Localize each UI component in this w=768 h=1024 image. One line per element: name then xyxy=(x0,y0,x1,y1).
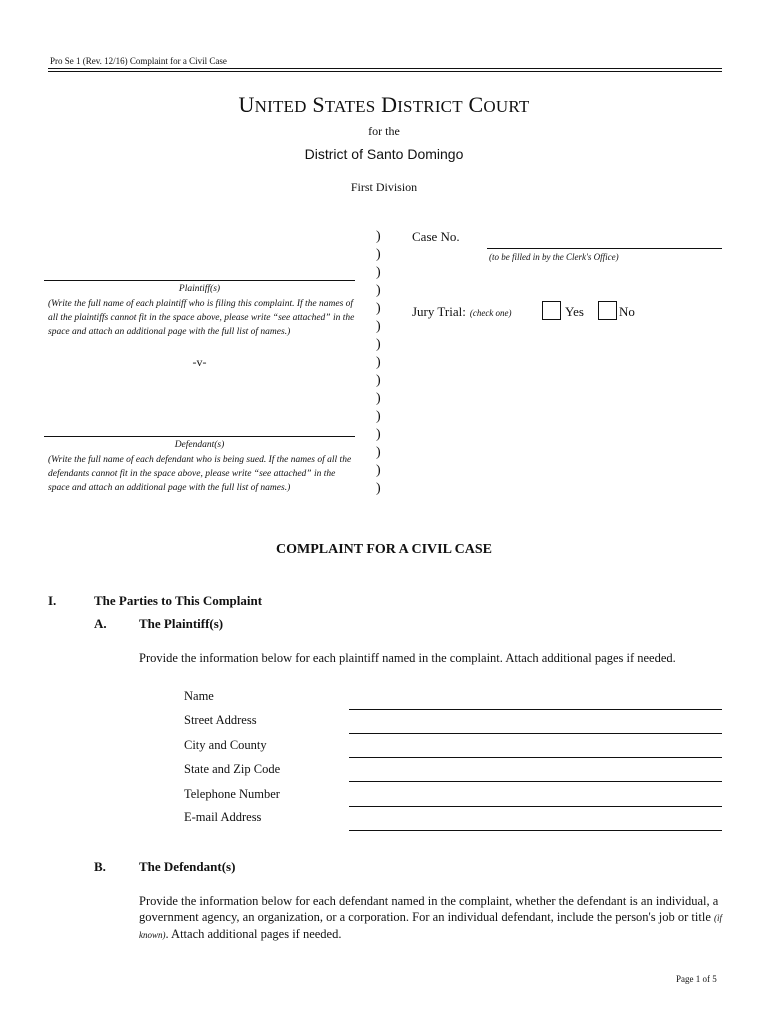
plaintiff-name-line[interactable] xyxy=(44,280,355,281)
field-input-city[interactable] xyxy=(349,757,722,758)
district-name[interactable]: District of Santo Domingo xyxy=(304,146,464,162)
section-1-number: I. xyxy=(48,593,57,608)
section-b-title: The Defendant(s) xyxy=(139,859,236,874)
jury-yes-label: Yes xyxy=(565,304,584,319)
jury-trial xyxy=(412,304,512,320)
caption-paren: ) xyxy=(376,337,381,352)
if-known-note: (if known) xyxy=(139,913,722,940)
section-b-letter: B. xyxy=(94,859,106,874)
section-a-letter: A. xyxy=(94,616,107,631)
jury-trial-hint: (check one) xyxy=(469,308,512,318)
field-label-street: Street Address xyxy=(184,713,257,727)
field-label-city: City and County xyxy=(184,738,267,752)
complaint-title: COMPLAINT FOR A CIVIL CASE xyxy=(275,542,492,557)
caption-paren: ) xyxy=(376,265,381,280)
caption-parentheses xyxy=(376,228,381,498)
case-number-label: Case No. xyxy=(412,229,460,244)
defendant-info-instructions: Provide the information below for each defendant named in the complaint, whether the defendant is an individual, a government agency, an organization, or a corporation. For an individual defendant, include the person's job or title (if known). Attach additional pages if needed. xyxy=(139,894,722,941)
caption-paren: ) xyxy=(376,247,381,262)
field-input-state-zip[interactable] xyxy=(349,781,722,782)
jury-no-label: No xyxy=(619,304,635,319)
caption-paren: ) xyxy=(376,229,381,244)
caption-paren: ) xyxy=(376,481,381,496)
field-label-name: Name xyxy=(184,689,214,703)
defendant-instructions: (Write the full name of each defendant who is being sued. If the names of all the defendants cannot fit in the space above, please write “see attached” in the space and attach an additional page with the full list of names.) xyxy=(48,455,352,493)
caption-paren: ) xyxy=(376,319,381,334)
defendant-name-line[interactable] xyxy=(44,436,355,437)
caption-paren: ) xyxy=(376,427,381,442)
versus-text: -v- xyxy=(192,355,207,369)
caption-paren: ) xyxy=(376,373,381,388)
plaintiff-info-instructions: Provide the information below for each plaintiff named in the complaint. Attach additional pages if needed. xyxy=(139,651,676,665)
for-the-text: for the xyxy=(368,124,400,138)
section-1-title: The Parties to This Complaint xyxy=(94,593,263,608)
clerk-note: (to be filled in by the Clerk's Office) xyxy=(489,252,619,262)
section-a-title: The Plaintiff(s) xyxy=(139,616,224,631)
field-label-telephone: Telephone Number xyxy=(184,787,280,801)
header-rule-bottom xyxy=(48,71,722,72)
court-name: UNITED STATES DISTRICT COURT xyxy=(238,92,530,117)
field-input-email[interactable] xyxy=(349,830,722,831)
jury-trial-label: Jury Trial: xyxy=(412,304,466,319)
caption-paren: ) xyxy=(376,391,381,406)
jury-no-checkbox[interactable] xyxy=(598,301,617,320)
plaintiff-instructions: (Write the full name of each plaintiff who is filing this complaint. If the names of all the plaintiffs cannot fit in the space above, please write “see attached” in the space and attach an additional page with the full list of names.) xyxy=(48,299,355,337)
caption-paren: ) xyxy=(376,283,381,298)
field-input-telephone[interactable] xyxy=(349,806,722,807)
field-label-state-zip: State and Zip Code xyxy=(184,762,281,776)
page-number: Page 1 of 5 xyxy=(676,974,717,984)
field-label-email: E-mail Address xyxy=(184,810,262,824)
defendant-label: Defendant(s) xyxy=(174,440,225,450)
caption-paren: ) xyxy=(376,445,381,460)
case-number-field[interactable] xyxy=(487,248,722,249)
caption-paren: ) xyxy=(376,463,381,478)
jury-yes-checkbox[interactable] xyxy=(542,301,561,320)
caption-paren: ) xyxy=(376,409,381,424)
division-name: First Division xyxy=(350,180,418,194)
caption-paren: ) xyxy=(376,301,381,316)
header-rule-top xyxy=(48,68,722,69)
field-input-name[interactable] xyxy=(349,709,722,710)
field-input-street[interactable] xyxy=(349,733,722,734)
form-identifier: Pro Se 1 (Rev. 12/16) Complaint for a Civil Case xyxy=(50,56,227,66)
plaintiff-label: Plaintiff(s) xyxy=(178,284,221,294)
caption-paren: ) xyxy=(376,355,381,370)
